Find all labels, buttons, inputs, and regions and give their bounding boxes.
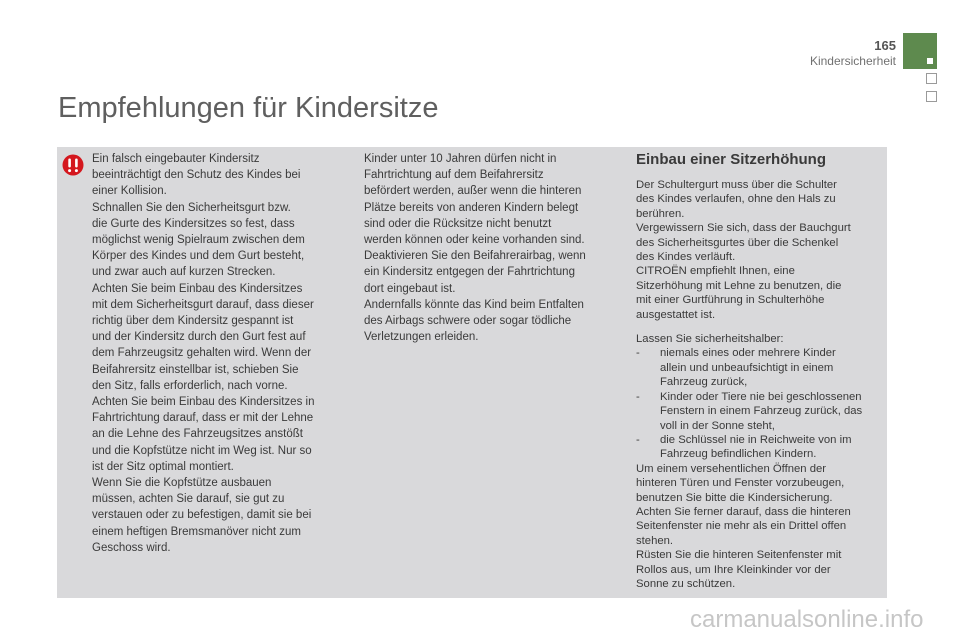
text-line: Fenstern in einem Fahrzeug zurück, das	[660, 405, 863, 418]
booster-paragraph	[636, 178, 878, 322]
text-line: beeinträchtigt den Schutz des Kindes bei	[92, 169, 301, 182]
watermark: carmanualsonline.info	[690, 606, 924, 633]
text-line: Fahrzeug befindlichen Kindern.	[660, 448, 817, 461]
text-line: Körper des Kindes und dem Gurt besteht,	[92, 250, 305, 263]
text-line: möglichst wenig Spielraum zwischen dem	[92, 234, 305, 247]
text-line: müssen, achten Sie darauf, sie gut zu	[92, 493, 285, 506]
text-line: Sitzerhöhung mit Lehne zu benutzen, die	[636, 279, 842, 292]
safety-intro: Lassen Sie sicherheitshalber:	[636, 333, 784, 346]
text-line: mit dem Sicherheitsgurt darauf, dass dieser	[92, 298, 314, 311]
list-text	[660, 390, 878, 433]
tab-marker	[927, 58, 933, 64]
text-line: mit einer Gurtführung in Schulterhöhe	[636, 294, 825, 307]
list-text	[660, 346, 878, 389]
text-line: Kinder oder Tiere nie bei geschlossenen	[660, 390, 862, 403]
text-line: hinteren Türen und Fenster vorzubeugen,	[636, 477, 845, 490]
text-line: und der Kindersitz durch den Gurt fest auf	[92, 331, 306, 344]
text-line: Rollos aus, um Ihre Kleinkinder vor der	[636, 563, 831, 576]
text-line: die Schlüssel nie in Reichweite von im	[660, 433, 852, 446]
chapter-tab	[903, 33, 937, 69]
text-line: Achten Sie beim Einbau des Kindersitzes in	[92, 396, 315, 409]
text-line: einem heftigen Bremsmanöver nicht zum	[92, 525, 302, 538]
list-dash: -	[636, 433, 640, 446]
text-line: Ein falsch eingebauter Kindersitz	[92, 153, 260, 165]
text-line: ist der Sitz optimal montiert.	[92, 460, 234, 473]
section-name: Kindersicherheit	[809, 54, 896, 68]
text-line: Sonne zu schützen.	[636, 577, 736, 590]
warning-exclamation-icon	[62, 154, 84, 176]
text-line: stehen.	[636, 534, 674, 547]
text-line: ausgestattet ist.	[636, 308, 716, 321]
booster-seat-column	[636, 150, 878, 591]
safety-list	[636, 346, 878, 461]
text-line: Verletzungen erleiden.	[364, 331, 479, 344]
text-line: Seitenfenster nie mehr als ein Drittel offen	[636, 520, 847, 533]
text-line: des Airbags schwere oder sogar tödliche	[364, 315, 572, 328]
list-item	[636, 390, 878, 433]
text-line: Deaktivieren Sie den Beifahrerairbag, wenn	[364, 250, 586, 263]
nav-square-2	[926, 91, 937, 102]
text-line: an die Lehne des Fahrzeugsitzes anstößt	[92, 428, 303, 441]
text-line: Um einem versehentlichen Öffnen der	[636, 462, 827, 475]
text-line: Achten Sie beim Einbau des Kindersitzes	[92, 282, 303, 295]
warning-text-column	[92, 151, 342, 556]
text-line: Beifahrersitz einstellbar ist, schieben Sie	[92, 363, 299, 376]
text-line: werden können oder keine vorhanden sind.	[364, 234, 585, 247]
text-line: Fahrzeug zurück,	[660, 376, 748, 389]
text-line: Kinder unter 10 Jahren dürfen nicht in	[364, 153, 557, 165]
list-dash: -	[636, 390, 640, 403]
text-line: Der Schultergurt muss über die Schulter	[636, 179, 837, 191]
text-line: Schnallen Sie den Sicherheitsgurt bzw.	[92, 201, 291, 214]
text-line: Andernfalls könnte das Kind beim Entfalten	[364, 298, 584, 311]
text-line: CITROËN empfiehlt Ihnen, eine	[636, 265, 795, 278]
text-line: dem Fahrzeugsitz gehalten wird. Wenn der	[92, 347, 312, 360]
text-line: allein und unbeaufsichtigt in einem	[660, 361, 834, 374]
text-line: berühren.	[636, 207, 685, 220]
text-line: und die Kopfstütze nicht im Weg ist. Nur so	[92, 444, 312, 457]
text-line: voll in der Sonne steht,	[660, 419, 775, 432]
text-line: Fahrtrichtung auf dem Beifahrersitz	[364, 169, 544, 182]
airbag-text-column	[364, 151, 614, 345]
text-line: dort eingebaut ist.	[364, 282, 456, 295]
booster-heading: Einbau einer Sitzerhöhung	[636, 151, 827, 168]
text-line: niemals eines oder mehrere Kinder	[660, 347, 836, 360]
text-line: des Kindes verläuft.	[636, 251, 736, 264]
text-line: richtig über dem Kindersitz gespannt ist	[92, 315, 294, 328]
page-number: 165	[874, 38, 896, 53]
text-line: Wenn Sie die Kopfstütze ausbauen	[92, 477, 272, 490]
text-line: Achten Sie ferner darauf, dass die hinteren	[636, 505, 851, 518]
page-title: Empfehlungen für Kindersitze	[58, 92, 439, 124]
text-line: Fahrtrichtung darauf, dass er mit der Lehne	[92, 412, 314, 425]
text-line: Geschoss wird.	[92, 541, 171, 554]
list-text	[660, 433, 878, 462]
list-item	[636, 346, 878, 389]
text-line: sind oder die Rücksitze nicht benutzt	[364, 217, 552, 230]
list-dash: -	[636, 347, 640, 360]
text-line: einer Kollision.	[92, 185, 167, 198]
text-line: die Gurte des Kindersitzes so fest, dass	[92, 217, 295, 230]
text-line: Vergewissern Sie sich, dass der Bauchgurt	[636, 222, 851, 235]
nav-square-1	[926, 73, 937, 84]
text-line: des Sicherheitsgurtes über die Schenkel	[636, 236, 839, 249]
child-lock-paragraph	[636, 462, 878, 592]
text-line: benutzen Sie bitte die Kindersicherung.	[636, 491, 833, 504]
text-line: befördert werden, außer wenn die hinteren	[364, 185, 582, 198]
text-line: Rüsten Sie die hinteren Seitenfenster mit	[636, 549, 842, 562]
text-line: ein Kindersitz entgegen der Fahrtrichtung	[364, 266, 575, 279]
text-line: und zwar auch auf kurzen Strecken.	[92, 266, 276, 279]
text-line: den Sitz, falls erforderlich, nach vorne.	[92, 379, 288, 392]
text-line: verstauen oder zu befestigen, damit sie bei	[92, 509, 312, 522]
text-line: Plätze bereits von anderen Kindern belegt	[364, 201, 579, 214]
text-line: des Kindes verlaufen, ohne den Hals zu	[636, 193, 836, 206]
list-item	[636, 433, 878, 462]
